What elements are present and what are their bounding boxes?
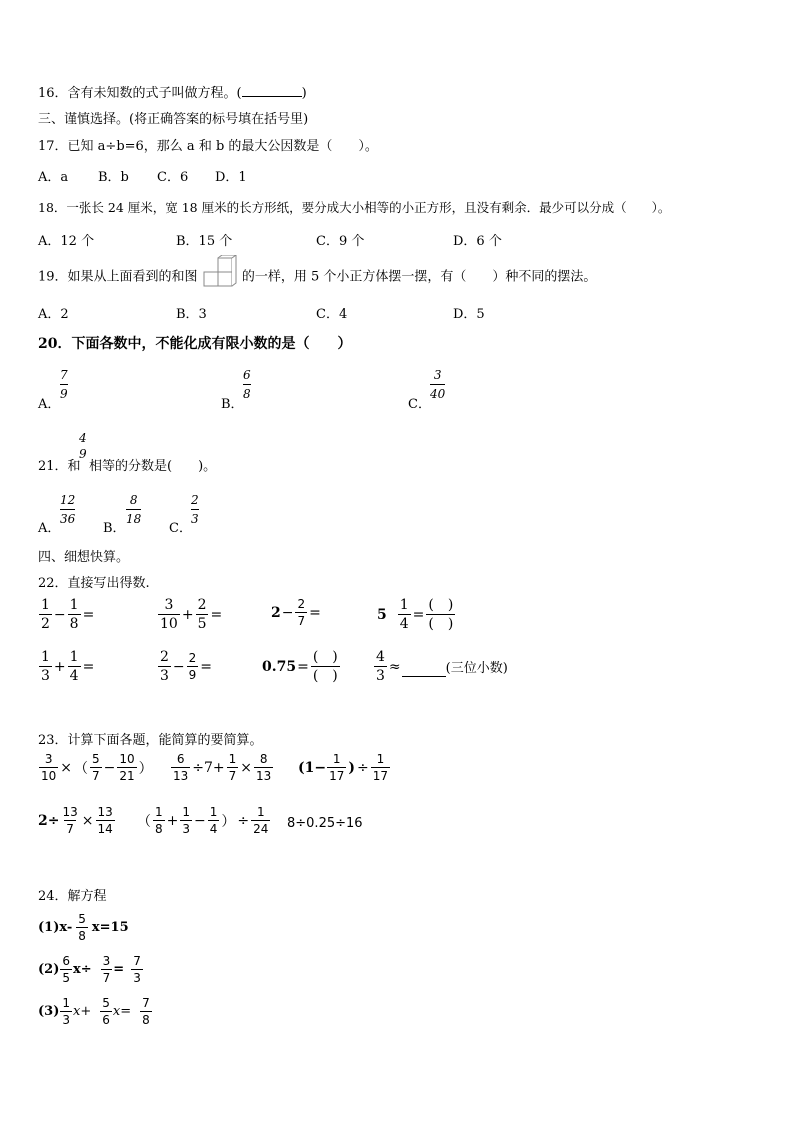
fraction: $\frac{1}{17}$ bbox=[372, 752, 389, 783]
fraction: 1 3 bbox=[62, 996, 70, 1027]
q24-equation-1: (1)x- 5 8 x=15 bbox=[38, 912, 129, 943]
numerator: 2 bbox=[191, 493, 199, 507]
q22-expr-3: 2 − $\frac{2}{7}$ = bbox=[271, 597, 321, 628]
fraction: 5 7 bbox=[92, 752, 100, 783]
fraction: 1 3 bbox=[41, 649, 50, 684]
fraction: 3 10 bbox=[160, 597, 178, 632]
question-17-text: 17．已知 a÷b=6，那么 a 和 b 的最大公因数是（ ）。 bbox=[38, 139, 378, 154]
option-a-label[interactable]: A． bbox=[38, 521, 61, 536]
fraction: $\frac{3}{7}$ bbox=[102, 954, 111, 985]
fraction: $\frac{2}{7}$ bbox=[297, 597, 306, 628]
fraction: $\frac{2}{9}$ bbox=[188, 651, 197, 682]
fraction: $\frac{13}{7}$ bbox=[62, 805, 78, 836]
q22-expr-1: 1 2 − $\frac{1}{8}$ = bbox=[41, 597, 95, 632]
q22-expr-7: 0.75 = ( ) ( ) bbox=[262, 649, 338, 684]
answer-blank[interactable] bbox=[242, 84, 302, 97]
q23-expr-4: 2÷ $\frac{13}{7}$ × $\frac{13}{14}$ bbox=[38, 805, 113, 836]
option-c[interactable]: C．4 bbox=[316, 307, 348, 322]
option-d[interactable]: D．1 bbox=[215, 170, 247, 185]
option-d[interactable]: D．5 bbox=[453, 307, 485, 322]
option-a[interactable]: A．2 bbox=[38, 307, 69, 322]
fraction: $\frac{7}{3}$ bbox=[133, 954, 141, 985]
question-22-text: 22．直接写出得数. bbox=[38, 576, 150, 591]
question-19-text-a: 19．如果从上面看到的和图 bbox=[38, 269, 198, 285]
q22-expr-4: 5 $\frac{1}{4}$ = ( ) ( ) bbox=[377, 597, 454, 632]
denominator: 8 bbox=[243, 384, 251, 400]
fraction: $\frac{7}{8}$ bbox=[142, 996, 150, 1027]
question-19 bbox=[38, 265, 596, 289]
option-b-label[interactable]: B． bbox=[221, 397, 244, 412]
option-c[interactable]: C．9 个 bbox=[316, 234, 365, 249]
denominator: 9 bbox=[60, 384, 68, 400]
option-b-label[interactable]: B． bbox=[103, 521, 126, 536]
option-a-label[interactable]: A． bbox=[38, 397, 61, 412]
denominator: 18 bbox=[126, 509, 141, 525]
option-c-fraction bbox=[191, 494, 199, 525]
fraction: $\frac{4}{3}$ bbox=[376, 649, 385, 684]
q22-expr-5: 1 3 + $\frac{1}{4}$ = bbox=[41, 649, 95, 684]
q23-expr-6: 8÷0.25÷16 bbox=[287, 816, 363, 831]
fraction: $\frac{1}{3}$ bbox=[182, 805, 191, 836]
fraction: $\frac{1}{4}$ bbox=[399, 597, 409, 632]
fraction: $\frac{1}{4}$ bbox=[69, 649, 79, 684]
answer-fraction[interactable]: ( ) ( ) bbox=[428, 597, 454, 632]
q22-expr-6: 2 3 − $\frac{2}{9}$ = bbox=[160, 649, 213, 684]
numerator: 4 bbox=[79, 431, 87, 445]
answer-blank[interactable] bbox=[402, 664, 446, 677]
fraction: $\frac{1}{4}$ bbox=[209, 805, 218, 836]
q22-expr-2: 3 10 + $\frac{2}{5}$ = bbox=[160, 597, 223, 632]
question-21-fraction bbox=[79, 432, 87, 460]
question-21-pre: 21．和 bbox=[38, 459, 81, 474]
option-c-label[interactable]: C． bbox=[408, 397, 431, 412]
question-16 bbox=[38, 82, 307, 101]
fraction: $\frac{3}{10}$ bbox=[41, 752, 57, 783]
option-a-fraction bbox=[60, 369, 68, 400]
option-a-fraction bbox=[60, 494, 75, 525]
option-d[interactable]: D．6 个 bbox=[453, 234, 502, 249]
numerator: 3 bbox=[433, 368, 442, 382]
fraction: 2 3 bbox=[160, 649, 169, 684]
fraction: $\frac{8}{13}$ bbox=[256, 752, 272, 783]
q23-expr-2: $\frac{6}{13}$ ÷7+ $\frac{1}{7}$ × $\frac{8}{13}$ bbox=[173, 752, 272, 783]
section-4-heading: 四、细想快算。 bbox=[38, 550, 130, 565]
option-a[interactable]: A．12 个 bbox=[38, 234, 95, 249]
fraction: $\frac{2}{5}$ bbox=[197, 597, 207, 632]
numerator: 6 bbox=[243, 368, 251, 382]
section-3-heading: 三、谨慎选择。(将正确答案的标号填在括号里) bbox=[38, 112, 309, 127]
question-16-text: 16．含有未知数的式子叫做方程。( bbox=[38, 86, 242, 101]
q23-expr-1: $\frac{3}{10}$ × （ 5 7 − $\frac{10}{21}$ ） bbox=[41, 752, 153, 783]
option-c-fraction bbox=[430, 369, 445, 400]
numerator: 8 bbox=[129, 493, 138, 507]
fraction: 6 5 bbox=[62, 954, 70, 985]
fraction: $\frac{13}{14}$ bbox=[97, 805, 113, 836]
question-23-text: 23．计算下面各题，能简算的要简算。 bbox=[38, 733, 263, 748]
denominator: 9 bbox=[79, 447, 87, 461]
fraction: 1 2 bbox=[41, 597, 50, 632]
cube-top-view-figure bbox=[202, 255, 238, 289]
option-a[interactable]: A．a bbox=[38, 170, 69, 185]
fraction: $\frac{1}{17}$ bbox=[329, 752, 345, 783]
option-b-fraction bbox=[243, 369, 251, 400]
q22-expr-8: $\frac{4}{3}$ ≈ (三位小数) bbox=[376, 649, 508, 684]
question-21-post: 相等的分数是( )。 bbox=[89, 459, 217, 474]
fraction: 5 8 bbox=[78, 912, 86, 943]
question-18-text: 18．一张长 24 厘米，宽 18 厘米的长方形纸，要分成大小相等的小正方形，且没有剩余．最少可以分成（ ）。 bbox=[38, 200, 671, 215]
q24-equation-2: (2) 6 5 x÷ $\frac{3}{7}$ = $\frac{7}{3}$ bbox=[38, 954, 141, 985]
question-24-text: 24．解方程 bbox=[38, 889, 107, 904]
fraction: $\frac{6}{13}$ bbox=[173, 752, 189, 783]
fraction: $\frac{5}{6}$ bbox=[102, 996, 110, 1027]
q24-equation-3: (3) 1 3 x+ $\frac{5}{6}$ x= $\frac{7}{8}$ bbox=[38, 996, 150, 1027]
fraction: $\frac{10}{21}$ bbox=[119, 752, 135, 783]
option-c[interactable]: C．6 bbox=[157, 170, 189, 185]
numerator: 12 bbox=[60, 493, 76, 507]
fraction: 1 8 bbox=[155, 805, 163, 836]
denominator: 36 bbox=[60, 509, 75, 525]
denominator: 40 bbox=[430, 384, 445, 400]
fraction: $\frac{1}{8}$ bbox=[69, 597, 79, 632]
option-b-fraction bbox=[126, 494, 141, 525]
option-b[interactable]: B．b bbox=[98, 170, 129, 185]
q23-expr-5: （ 1 8 + $\frac{1}{3}$ − $\frac{1}{4}$ ） ÷ $\frac{1}{24}$ bbox=[137, 805, 269, 836]
option-b[interactable]: B．15 个 bbox=[176, 234, 233, 249]
question-19-text-b: 的一样，用 5 个小正方体摆一摆，有（ ）种不同的摆法。 bbox=[241, 269, 597, 285]
close-paren: ) bbox=[301, 86, 307, 101]
question-20-text: 20．下面各数中，不能化成有限小数的是（ ） bbox=[38, 336, 352, 352]
numerator: 7 bbox=[60, 368, 68, 382]
q23-expr-3: (1− $\frac{1}{17}$ ) ÷ $\frac{1}{17}$ bbox=[298, 752, 389, 783]
denominator: 3 bbox=[191, 509, 199, 525]
fraction: $\frac{1}{24}$ bbox=[253, 805, 269, 836]
option-b[interactable]: B．3 bbox=[176, 307, 207, 322]
answer-fraction[interactable]: ( ) ( ) bbox=[312, 649, 338, 684]
fraction: $\frac{1}{7}$ bbox=[228, 752, 237, 783]
option-c-label[interactable]: C． bbox=[169, 521, 192, 536]
